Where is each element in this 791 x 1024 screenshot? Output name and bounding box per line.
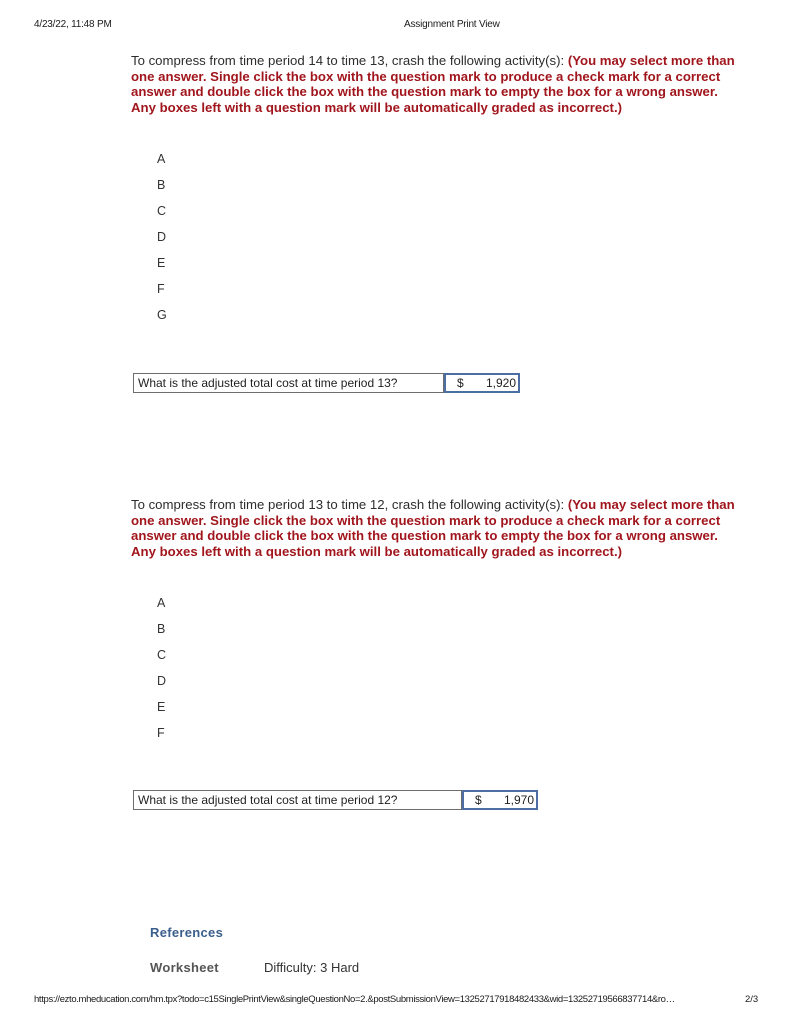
- option-f[interactable]: F: [157, 726, 165, 740]
- cost-value: 1,920: [485, 376, 516, 390]
- cost-label-period-13: What is the adjusted total cost at time period 13?: [133, 373, 444, 393]
- option-d[interactable]: D: [157, 230, 167, 244]
- option-a[interactable]: A: [157, 152, 166, 166]
- print-footer-page-number: 2/3: [745, 994, 759, 1005]
- question-1: [131, 53, 746, 115]
- currency-symbol: $: [475, 793, 482, 807]
- option-f[interactable]: F: [157, 282, 165, 296]
- cost-row-period-13: [133, 373, 520, 393]
- cost-input-period-12[interactable]: [462, 790, 538, 810]
- option-e[interactable]: E: [157, 256, 166, 270]
- option-a[interactable]: A: [157, 596, 166, 610]
- question-2-instruction: (You may select more than one answer. Single click the box with the question mark to produce a check mark for a correct answer and double click the box with the question mark to empty the box for a wrong answer. Any boxes left with a question mark will be automatically graded as incorrect.): [131, 497, 735, 559]
- cost-label-period-12: What is the adjusted total cost at time period 12?: [133, 790, 462, 810]
- question-2: [131, 497, 746, 559]
- question-2-options: [157, 596, 166, 752]
- option-c[interactable]: C: [157, 204, 167, 218]
- references-heading[interactable]: References: [150, 925, 224, 940]
- question-1-prompt: To compress from time period 14 to time 13, crash the following activity(s):: [131, 53, 568, 68]
- cost-input-period-13[interactable]: [444, 373, 520, 393]
- option-e[interactable]: E: [157, 700, 166, 714]
- option-d[interactable]: D: [157, 674, 167, 688]
- difficulty-label: Difficulty: 3 Hard: [264, 960, 360, 975]
- print-header-datetime: 4/23/22, 11:48 PM: [34, 19, 112, 30]
- option-b[interactable]: B: [157, 178, 166, 192]
- cost-row-period-12: [133, 790, 538, 810]
- currency-symbol: $: [457, 376, 464, 390]
- option-c[interactable]: C: [157, 648, 167, 662]
- print-footer-url: https://ezto.mheducation.com/hm.tpx?todo=c15SinglePrintView&singleQuestionNo=2.&postSubmissionView=13252717918482433&wid=13252719566837714&ro…: [34, 994, 675, 1005]
- question-1-instruction: (You may select more than one answer. Single click the box with the question mark to produce a check mark for a correct answer and double click the box with the question mark to empty the box for a wrong answer. Any boxes left with a question mark will be automatically graded as incorrect.): [131, 53, 735, 115]
- question-1-options: [157, 152, 167, 334]
- question-2-prompt: To compress from time period 13 to time 12, crash the following activity(s):: [131, 497, 568, 512]
- option-b[interactable]: B: [157, 622, 166, 636]
- cost-value: 1,970: [503, 793, 534, 807]
- worksheet-label[interactable]: Worksheet: [150, 960, 219, 975]
- option-g[interactable]: G: [157, 308, 167, 322]
- print-header-title: Assignment Print View: [404, 19, 500, 30]
